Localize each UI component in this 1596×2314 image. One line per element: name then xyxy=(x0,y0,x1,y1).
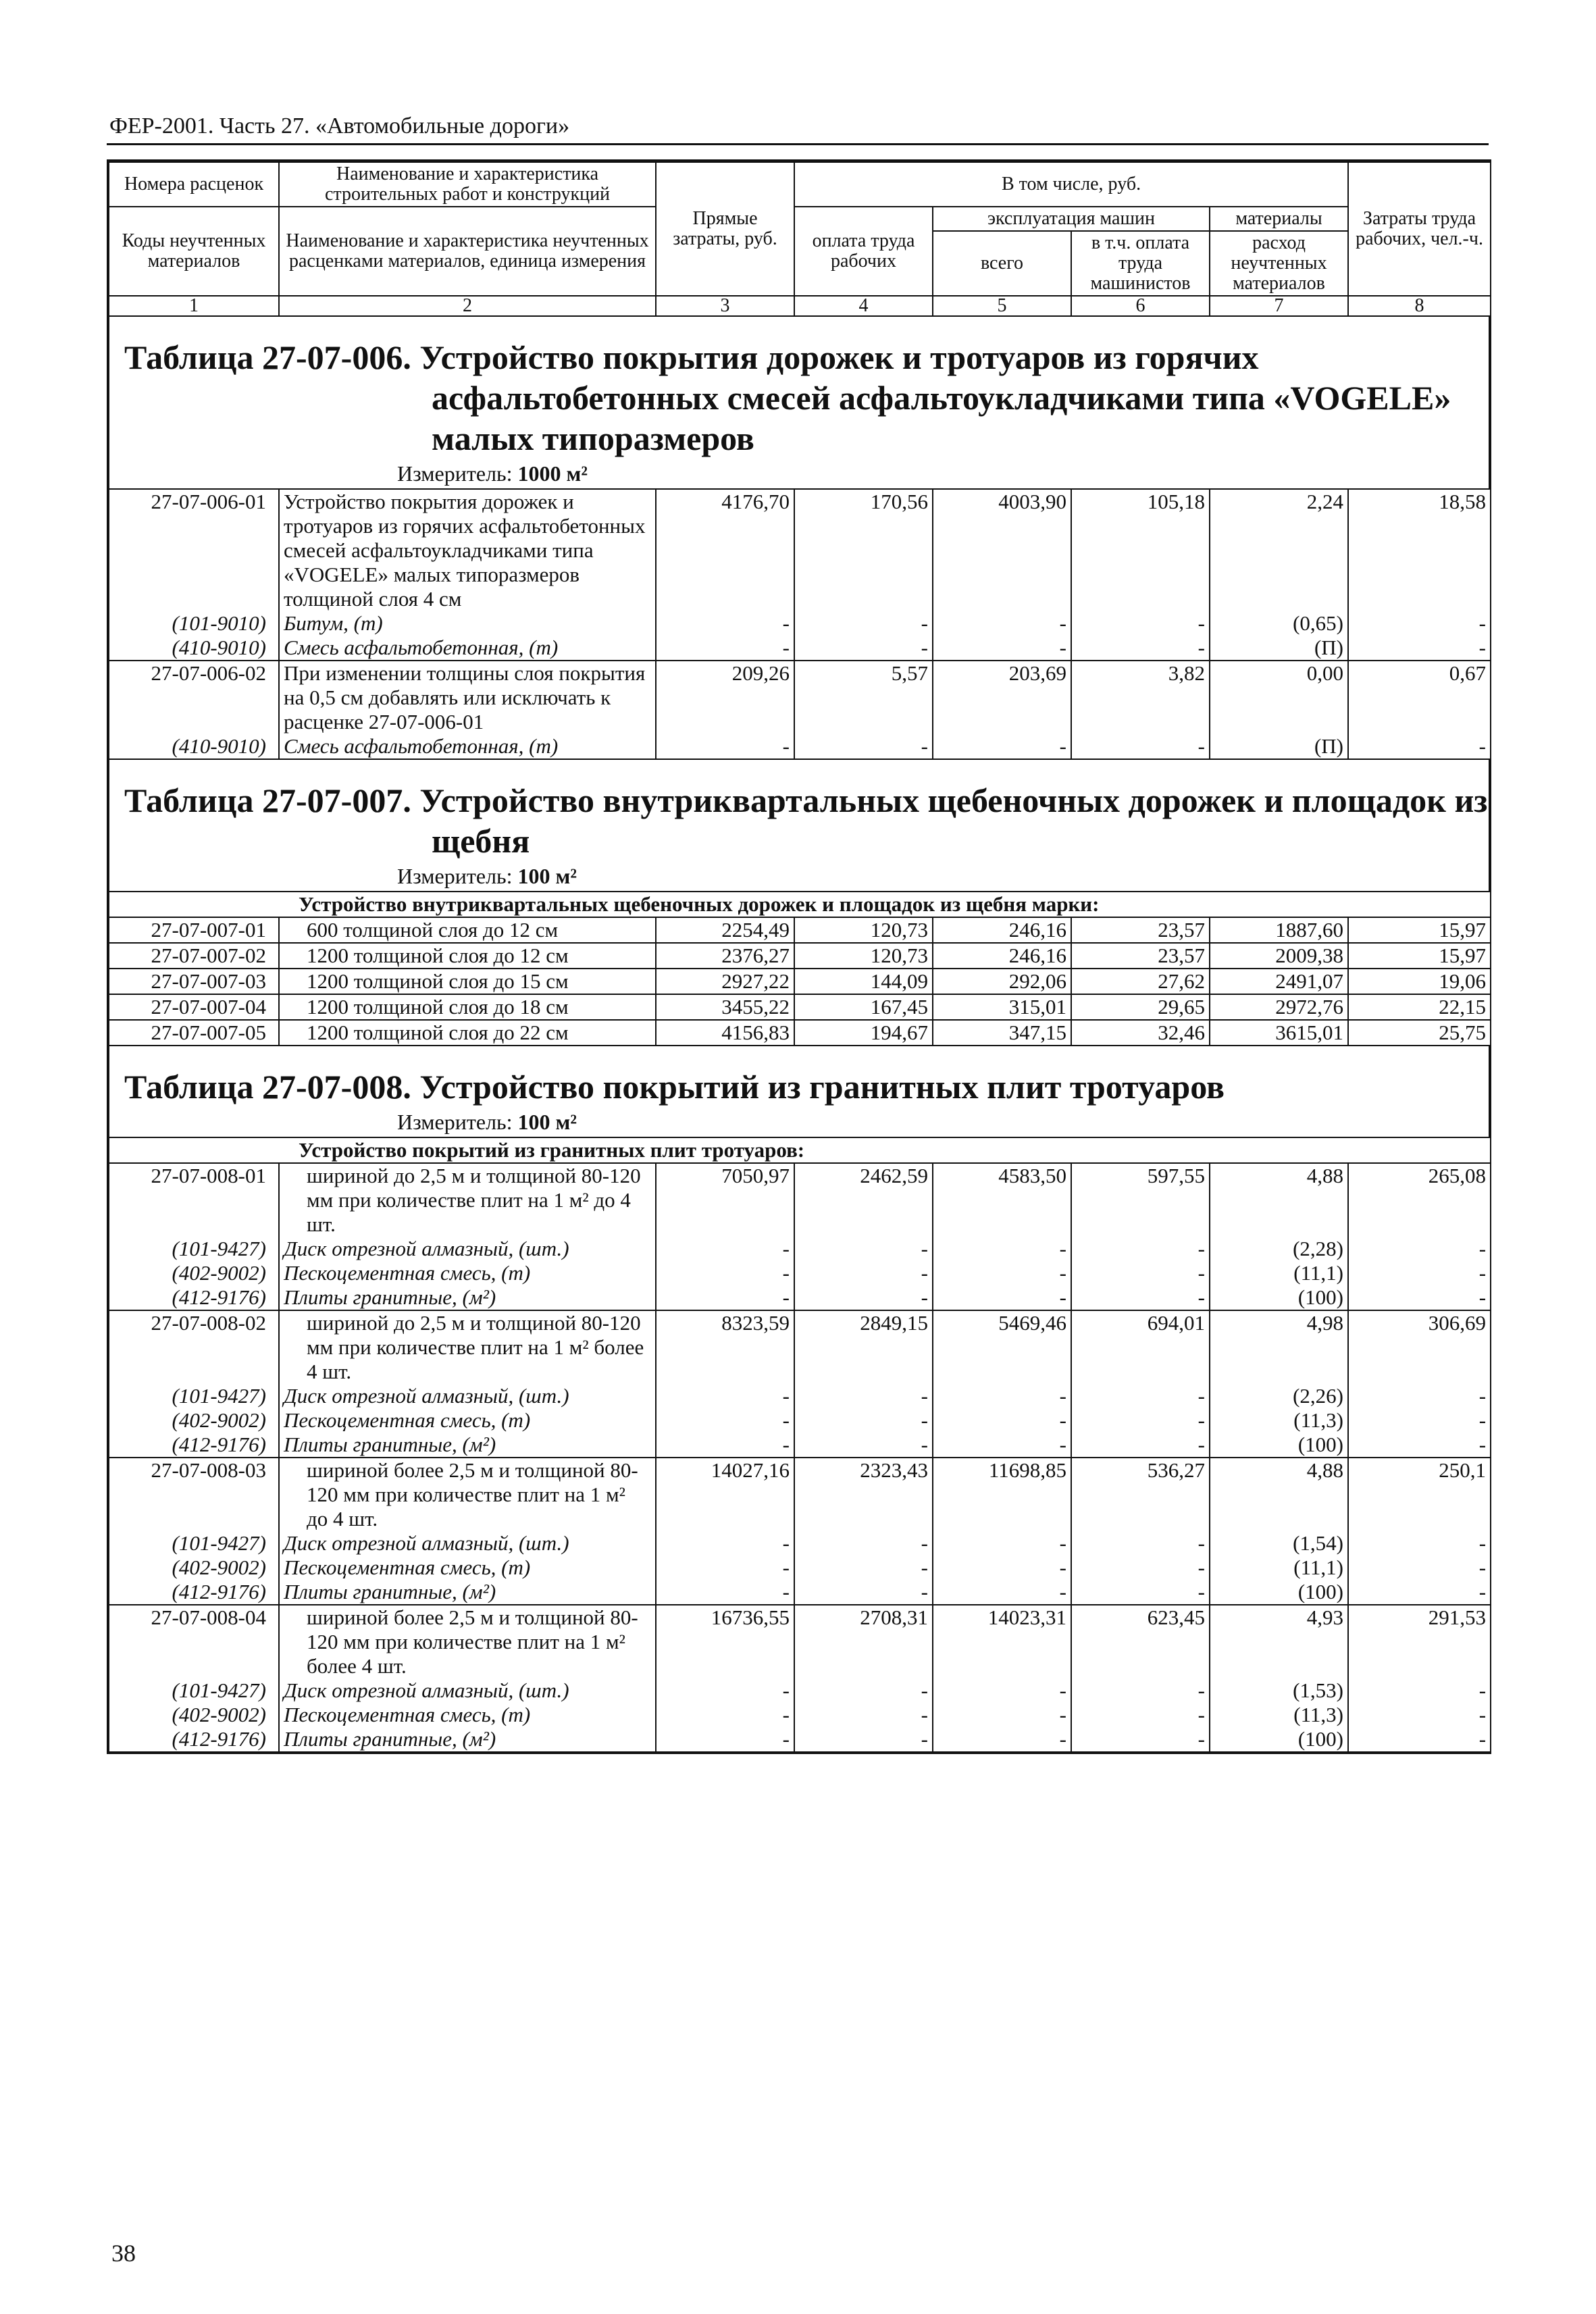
row-value: - xyxy=(794,1384,933,1408)
header-ekspl: эксплуатация машин xyxy=(933,207,1210,231)
row-value: 347,15 xyxy=(933,1020,1071,1046)
row-value: 0,00 xyxy=(1210,661,1348,734)
row-value: 2462,59 xyxy=(794,1163,933,1237)
table-label: Таблица 27-07-006. xyxy=(124,338,411,376)
row-value: - xyxy=(933,734,1071,759)
row-code: (101-9427) xyxy=(109,1531,279,1555)
price-rows-table xyxy=(108,1137,1491,1753)
row-value: - xyxy=(1348,1531,1491,1555)
row-value: (11,1) xyxy=(1210,1555,1348,1580)
row-value: 19,06 xyxy=(1348,969,1491,994)
row-name: 1200 толщиной слоя до 22 см xyxy=(279,1020,656,1046)
running-head-rule xyxy=(107,143,1489,145)
row-value: - xyxy=(794,636,933,661)
row-value: 2323,43 xyxy=(794,1458,933,1531)
row-value: - xyxy=(1348,636,1491,661)
row-value: 2,24 xyxy=(1210,489,1348,611)
row-name: шириной до 2,5 м и толщиной 80-120 мм при количестве плит на 1 м² до 4 шт. xyxy=(279,1163,656,1237)
row-value: 291,53 xyxy=(1348,1605,1491,1678)
table-subhead: Устройство покрытий из гранитных плит тротуаров: xyxy=(109,1137,1491,1163)
row-value: - xyxy=(1348,1285,1491,1310)
table-subhead: Устройство внутриквартальных щебеночных дорожек и площадок из щебня марки: xyxy=(109,892,1491,917)
page-number: 38 xyxy=(111,2240,136,2267)
row-value: - xyxy=(1071,1285,1210,1310)
row-value: (100) xyxy=(1210,1433,1348,1458)
row-value: - xyxy=(656,1261,794,1285)
row-value: - xyxy=(1348,1580,1491,1605)
row-code: 27-07-006-02 xyxy=(109,661,279,734)
row-value: (П) xyxy=(1210,636,1348,661)
row-value: 1887,60 xyxy=(1210,917,1348,943)
header-nomera: Номера расценок xyxy=(109,162,279,207)
row-value: - xyxy=(1348,1703,1491,1727)
row-value: - xyxy=(933,1555,1071,1580)
row-value: - xyxy=(794,1703,933,1727)
row-value: - xyxy=(933,1678,1071,1703)
row-code: 27-07-007-01 xyxy=(109,917,279,943)
column-number: 4 xyxy=(794,296,933,316)
row-code: 27-07-008-03 xyxy=(109,1458,279,1531)
row-value: 2491,07 xyxy=(1210,969,1348,994)
table-label: Таблица 27-07-008. xyxy=(124,1068,411,1106)
table-row xyxy=(109,1163,1491,1237)
table-row xyxy=(109,1020,1491,1046)
row-value: - xyxy=(1071,1408,1210,1433)
row-value: - xyxy=(656,1408,794,1433)
row-value: 16736,55 xyxy=(656,1605,794,1678)
row-value: 2254,49 xyxy=(656,917,794,943)
row-value: (11,3) xyxy=(1210,1408,1348,1433)
row-value: 170,56 xyxy=(794,489,933,611)
row-value: - xyxy=(1071,611,1210,636)
row-value: (11,1) xyxy=(1210,1261,1348,1285)
row-value: - xyxy=(933,636,1071,661)
row-value: 23,57 xyxy=(1071,943,1210,969)
row-name: Плиты гранитные, (м²) xyxy=(279,1433,656,1458)
row-value: 5469,46 xyxy=(933,1310,1071,1384)
row-value: 32,46 xyxy=(1071,1020,1210,1046)
table-title-rest: асфальтобетонных смесей асфальтоукладчиками типа «VOGELE» малых типоразмеров xyxy=(432,379,1451,457)
row-value: 3455,22 xyxy=(656,994,794,1020)
row-value: 4,93 xyxy=(1210,1605,1348,1678)
row-value: 246,16 xyxy=(933,917,1071,943)
row-name: Пескоцементная смесь, (т) xyxy=(279,1408,656,1433)
measure-label: Измеритель: xyxy=(397,864,513,888)
header-naim-neuch: Наименование и характеристика неучтенных расценками материалов, единица измерения xyxy=(279,207,656,296)
row-value: 120,73 xyxy=(794,917,933,943)
table-row xyxy=(109,917,1491,943)
row-value: - xyxy=(656,1678,794,1703)
table-row xyxy=(109,1458,1491,1531)
table-row xyxy=(109,1703,1491,1727)
row-value: - xyxy=(656,1531,794,1555)
measure-line xyxy=(109,1107,1489,1137)
row-value: - xyxy=(1071,1531,1210,1555)
row-value: 14023,31 xyxy=(933,1605,1071,1678)
row-value: - xyxy=(1071,1678,1210,1703)
table-row xyxy=(109,734,1491,759)
row-name: Смесь асфальтобетонная, (т) xyxy=(279,636,656,661)
measure-line xyxy=(109,861,1489,891)
row-name: шириной более 2,5 м и толщиной 80-120 мм при количестве плит на 1 м² до 4 шт. xyxy=(279,1458,656,1531)
row-name: Диск отрезной алмазный, (шт.) xyxy=(279,1384,656,1408)
running-head: ФЕР-2001. Часть 27. «Автомобильные дороги» xyxy=(109,113,570,138)
table-title xyxy=(109,317,1489,459)
row-value: 4156,83 xyxy=(656,1020,794,1046)
row-value: 306,69 xyxy=(1348,1310,1491,1384)
row-name: 1200 толщиной слоя до 12 см xyxy=(279,943,656,969)
row-value: - xyxy=(933,1531,1071,1555)
row-name: Диск отрезной алмазный, (шт.) xyxy=(279,1237,656,1261)
row-value: - xyxy=(1071,734,1210,759)
header-materialy: материалы xyxy=(1210,207,1348,231)
table-row xyxy=(109,489,1491,611)
table-row xyxy=(109,1605,1491,1678)
row-value: - xyxy=(1348,1384,1491,1408)
table-row xyxy=(109,636,1491,661)
row-value: - xyxy=(794,1727,933,1752)
row-value: - xyxy=(933,1285,1071,1310)
row-code: (402-9002) xyxy=(109,1555,279,1580)
row-name: Плиты гранитные, (м²) xyxy=(279,1285,656,1310)
row-value: 250,1 xyxy=(1348,1458,1491,1531)
row-value: - xyxy=(656,1433,794,1458)
row-value: - xyxy=(1071,1703,1210,1727)
row-value: - xyxy=(1071,1384,1210,1408)
table-row xyxy=(109,1678,1491,1703)
row-value: (11,3) xyxy=(1210,1703,1348,1727)
measure-label: Измеритель: xyxy=(397,461,513,486)
header-vsego: всего xyxy=(933,231,1071,296)
row-value: - xyxy=(1071,1261,1210,1285)
row-code: 27-07-007-04 xyxy=(109,994,279,1020)
row-value: - xyxy=(933,1261,1071,1285)
row-code: (101-9010) xyxy=(109,611,279,636)
row-value: 25,75 xyxy=(1348,1020,1491,1046)
row-value: - xyxy=(1348,1727,1491,1752)
row-code: (101-9427) xyxy=(109,1678,279,1703)
row-value: 18,58 xyxy=(1348,489,1491,611)
row-value: - xyxy=(1071,1727,1210,1752)
table-title xyxy=(109,1046,1489,1107)
row-value: 536,27 xyxy=(1071,1458,1210,1531)
row-value: - xyxy=(794,1261,933,1285)
row-value: - xyxy=(933,1580,1071,1605)
row-value: - xyxy=(1071,1580,1210,1605)
row-name: шириной до 2,5 м и толщиной 80-120 мм при количестве плит на 1 м² более 4 шт. xyxy=(279,1310,656,1384)
column-number: 1 xyxy=(109,296,279,316)
row-value: (100) xyxy=(1210,1727,1348,1752)
row-name: Плиты гранитные, (м²) xyxy=(279,1580,656,1605)
row-value: - xyxy=(933,1408,1071,1433)
row-value: 2849,15 xyxy=(794,1310,933,1384)
table-row xyxy=(109,1408,1491,1433)
row-value: - xyxy=(794,1531,933,1555)
row-name: Диск отрезной алмазный, (шт.) xyxy=(279,1678,656,1703)
table-row xyxy=(109,661,1491,734)
header-oplata-truda: оплата труда рабочих xyxy=(794,207,933,296)
row-value: - xyxy=(933,1237,1071,1261)
row-code: 27-07-007-02 xyxy=(109,943,279,969)
row-value: 203,69 xyxy=(933,661,1071,734)
row-value: 3,82 xyxy=(1071,661,1210,734)
header-rashod: расход неучтенных материалов xyxy=(1210,231,1348,296)
row-name: 600 толщиной слоя до 12 см xyxy=(279,917,656,943)
column-header-table xyxy=(108,161,1491,317)
column-number: 3 xyxy=(656,296,794,316)
row-value: - xyxy=(1348,734,1491,759)
table-row xyxy=(109,994,1491,1020)
row-value: - xyxy=(656,734,794,759)
table-label: Таблица 27-07-007. xyxy=(124,781,411,819)
row-value: - xyxy=(1348,611,1491,636)
row-code: 27-07-008-02 xyxy=(109,1310,279,1384)
row-value: 11698,85 xyxy=(933,1458,1071,1531)
table-section-heading xyxy=(108,760,1490,891)
row-value: - xyxy=(1071,1555,1210,1580)
row-value: - xyxy=(933,1727,1071,1752)
row-value: 4,88 xyxy=(1210,1163,1348,1237)
table-row xyxy=(109,1433,1491,1458)
row-value: - xyxy=(656,1703,794,1727)
header-pryamye: Прямые затраты, руб. xyxy=(656,162,794,296)
table-title-first: Устройство покрытия дорожек и тротуаров из горячих xyxy=(419,338,1259,376)
row-value: 3615,01 xyxy=(1210,1020,1348,1046)
table-row xyxy=(109,1580,1491,1605)
row-value: 623,45 xyxy=(1071,1605,1210,1678)
row-value: 2927,22 xyxy=(656,969,794,994)
column-number: 6 xyxy=(1071,296,1210,316)
row-value: 144,09 xyxy=(794,969,933,994)
measure-value: 100 м² xyxy=(517,1110,577,1134)
table-section-heading xyxy=(108,317,1490,488)
row-code: (402-9002) xyxy=(109,1261,279,1285)
row-value: (2,28) xyxy=(1210,1237,1348,1261)
table-row xyxy=(109,969,1491,994)
row-name: Пескоцементная смесь, (т) xyxy=(279,1261,656,1285)
row-value: (П) xyxy=(1210,734,1348,759)
row-value: - xyxy=(1348,1555,1491,1580)
row-code: (410-9010) xyxy=(109,636,279,661)
row-value: - xyxy=(656,1555,794,1580)
row-value: - xyxy=(656,1727,794,1752)
measure-value: 1000 м² xyxy=(517,461,588,486)
row-value: 167,45 xyxy=(794,994,933,1020)
row-code: 27-07-008-04 xyxy=(109,1605,279,1678)
row-value: 15,97 xyxy=(1348,943,1491,969)
row-name: Плиты гранитные, (м²) xyxy=(279,1727,656,1752)
table-title-first: Устройство внутриквартальных щебеночных дорожек и площадок из xyxy=(419,781,1488,819)
column-number: 7 xyxy=(1210,296,1348,316)
row-value: 292,06 xyxy=(933,969,1071,994)
row-value: - xyxy=(1348,1433,1491,1458)
row-value: - xyxy=(794,1285,933,1310)
row-value: 4003,90 xyxy=(933,489,1071,611)
column-number: 8 xyxy=(1348,296,1491,316)
row-name: 1200 толщиной слоя до 18 см xyxy=(279,994,656,1020)
row-code: (101-9427) xyxy=(109,1237,279,1261)
row-value: 4583,50 xyxy=(933,1163,1071,1237)
row-value: - xyxy=(1071,636,1210,661)
price-table xyxy=(107,159,1491,1754)
table-title-rest: щебня xyxy=(432,822,530,860)
row-name: 1200 толщиной слоя до 15 см xyxy=(279,969,656,994)
row-value: - xyxy=(1348,1261,1491,1285)
row-name: Диск отрезной алмазный, (шт.) xyxy=(279,1531,656,1555)
measure-value: 100 м² xyxy=(517,864,577,888)
row-code: 27-07-006-01 xyxy=(109,489,279,611)
row-value: 4176,70 xyxy=(656,489,794,611)
row-value: (1,53) xyxy=(1210,1678,1348,1703)
table-row xyxy=(109,1310,1491,1384)
row-value: - xyxy=(794,1408,933,1433)
table-sections xyxy=(108,317,1490,1753)
row-value: - xyxy=(794,1433,933,1458)
row-value: 2009,38 xyxy=(1210,943,1348,969)
row-value: - xyxy=(933,1384,1071,1408)
table-row xyxy=(109,1555,1491,1580)
row-value: - xyxy=(656,1580,794,1605)
row-name: Битум, (т) xyxy=(279,611,656,636)
header-zatraty: Затраты труда рабочих, чел.-ч. xyxy=(1348,162,1491,296)
row-value: 315,01 xyxy=(933,994,1071,1020)
row-value: 4,88 xyxy=(1210,1458,1348,1531)
row-value: - xyxy=(1348,1678,1491,1703)
row-code: (402-9002) xyxy=(109,1408,279,1433)
row-value: - xyxy=(1071,1237,1210,1261)
row-value: - xyxy=(1071,1433,1210,1458)
row-code: (410-9010) xyxy=(109,734,279,759)
header-v-tom-chisle: В том числе, руб. xyxy=(794,162,1348,207)
column-number: 2 xyxy=(279,296,656,316)
table-row xyxy=(109,1384,1491,1408)
row-value: 120,73 xyxy=(794,943,933,969)
row-value: 15,97 xyxy=(1348,917,1491,943)
row-name: Смесь асфальтобетонная, (т) xyxy=(279,734,656,759)
row-value: 22,15 xyxy=(1348,994,1491,1020)
row-value: - xyxy=(656,1237,794,1261)
measure-label: Измеритель: xyxy=(397,1110,513,1134)
row-value: - xyxy=(1348,1408,1491,1433)
row-code: (412-9176) xyxy=(109,1580,279,1605)
header-vtch: в т.ч. оплата труда машинистов xyxy=(1071,231,1210,296)
row-code: (412-9176) xyxy=(109,1433,279,1458)
table-row xyxy=(109,1531,1491,1555)
row-value: 209,26 xyxy=(656,661,794,734)
price-rows-table xyxy=(108,488,1491,760)
row-value: 27,62 xyxy=(1071,969,1210,994)
row-value: 265,08 xyxy=(1348,1163,1491,1237)
row-value: 4,98 xyxy=(1210,1310,1348,1384)
row-value: 14027,16 xyxy=(656,1458,794,1531)
header-kody: Коды неучтенных материалов xyxy=(109,207,279,296)
row-value: 8323,59 xyxy=(656,1310,794,1384)
row-code: (412-9176) xyxy=(109,1285,279,1310)
row-value: - xyxy=(656,636,794,661)
row-value: 2376,27 xyxy=(656,943,794,969)
row-code: 27-07-007-05 xyxy=(109,1020,279,1046)
row-value: 5,57 xyxy=(794,661,933,734)
row-value: 194,67 xyxy=(794,1020,933,1046)
row-name: Устройство покрытия дорожек и тротуаров из горячих асфальтобетонных смесей асфальтоукладчиками типа «VOGELE» малых типоразмеров толщиной слоя 4 см xyxy=(279,489,656,611)
row-name: При изменении толщины слоя покрытия на 0,5 см добавлять или исключать к расценке 27-07-006-01 xyxy=(279,661,656,734)
row-value: - xyxy=(933,1433,1071,1458)
row-value: - xyxy=(794,1237,933,1261)
table-row xyxy=(109,1237,1491,1261)
header-naim: Наименование и характеристика строительных работ и конструкций xyxy=(279,162,656,207)
row-value: 694,01 xyxy=(1071,1310,1210,1384)
row-code: 27-07-007-03 xyxy=(109,969,279,994)
table-row xyxy=(109,1727,1491,1752)
row-value: 7050,97 xyxy=(656,1163,794,1237)
row-value: 2708,31 xyxy=(794,1605,933,1678)
column-number: 5 xyxy=(933,296,1071,316)
table-title-first: Устройство покрытий из гранитных плит тротуаров xyxy=(419,1068,1225,1106)
row-value: - xyxy=(794,1580,933,1605)
row-code: (402-9002) xyxy=(109,1703,279,1727)
row-value: - xyxy=(794,1555,933,1580)
row-value: (0,65) xyxy=(1210,611,1348,636)
row-value: - xyxy=(656,611,794,636)
row-value: 246,16 xyxy=(933,943,1071,969)
table-title xyxy=(109,760,1489,861)
measure-line xyxy=(109,459,1489,488)
row-value: 105,18 xyxy=(1071,489,1210,611)
row-value: 23,57 xyxy=(1071,917,1210,943)
row-value: (100) xyxy=(1210,1580,1348,1605)
row-value: - xyxy=(794,1678,933,1703)
row-value: 597,55 xyxy=(1071,1163,1210,1237)
row-value: - xyxy=(933,1703,1071,1727)
row-value: (100) xyxy=(1210,1285,1348,1310)
row-value: (1,54) xyxy=(1210,1531,1348,1555)
row-value: - xyxy=(794,611,933,636)
row-value: 29,65 xyxy=(1071,994,1210,1020)
price-rows-table xyxy=(108,891,1491,1046)
table-row xyxy=(109,611,1491,636)
row-name: Пескоцементная смесь, (т) xyxy=(279,1703,656,1727)
row-name: Пескоцементная смесь, (т) xyxy=(279,1555,656,1580)
row-value: - xyxy=(1348,1237,1491,1261)
row-value: - xyxy=(794,734,933,759)
row-code: 27-07-008-01 xyxy=(109,1163,279,1237)
row-value: - xyxy=(656,1285,794,1310)
table-row xyxy=(109,1285,1491,1310)
row-value: - xyxy=(933,611,1071,636)
row-value: - xyxy=(656,1384,794,1408)
table-section-heading xyxy=(108,1046,1490,1137)
table-row xyxy=(109,943,1491,969)
row-name: шириной более 2,5 м и толщиной 80-120 мм при количестве плит на 1 м² более 4 шт. xyxy=(279,1605,656,1678)
row-value: (2,26) xyxy=(1210,1384,1348,1408)
row-value: 2972,76 xyxy=(1210,994,1348,1020)
table-row xyxy=(109,1261,1491,1285)
row-code: (412-9176) xyxy=(109,1727,279,1752)
row-value: 0,67 xyxy=(1348,661,1491,734)
row-code: (101-9427) xyxy=(109,1384,279,1408)
